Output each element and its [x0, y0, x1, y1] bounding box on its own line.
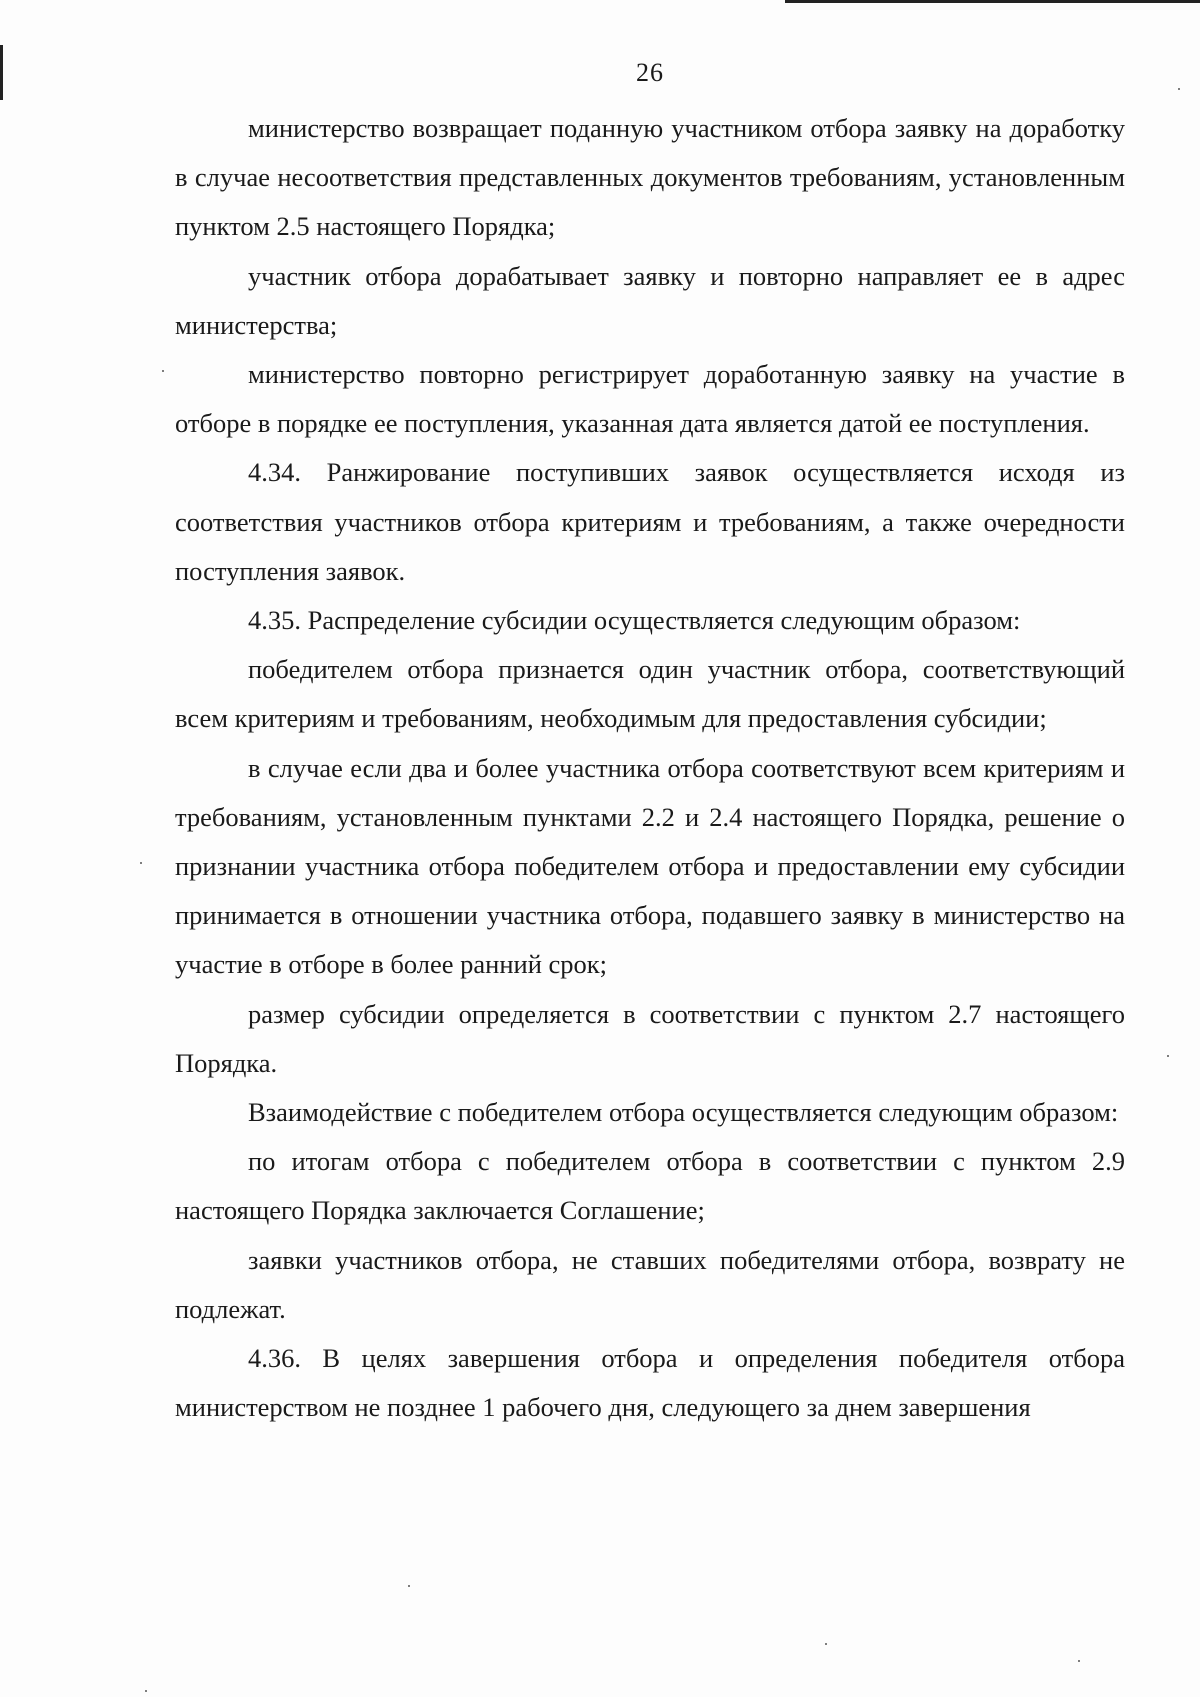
page-number: 26 — [636, 58, 664, 87]
scan-speck — [408, 1585, 410, 1587]
paragraph-4-34: 4.34. Ранжирование поступивших заявок осуществляется исходя из соответствия участников отбора критериям и требованиям, а также очередности поступления заявок. — [175, 457, 1125, 586]
scan-speck — [1178, 88, 1180, 90]
scan-speck — [1167, 1055, 1169, 1057]
paragraph: размер субсидии определяется в соответствии с пунктом 2.7 настоящего Порядка. — [175, 998, 1125, 1078]
paragraph: по итогам отбора с победителем отбора в соответствии с пунктом 2.9 настоящего Порядка заключается Соглашение; — [175, 1146, 1125, 1226]
paragraph-4-35: 4.35. Распределение субсидии осуществляется следующим образом: — [248, 605, 1021, 636]
paragraph: победителем отбора признается один участник отбора, соответствующий всем критериям и требованиям, необходимым для предоставления субсидии; — [175, 654, 1125, 734]
paragraph: Взаимодействие с победителем отбора осуществляется следующим образом: — [248, 1097, 1119, 1128]
paragraph: в случае если два и более участника отбора соответствуют всем критериям и требованиям, установленным пунктами 2.2 и 2.4 настоящего Порядка, решение о признании участника отбора победителем отбора и предоставлении ему субсидии принимается в отношении участника отбора, подавшего заявку в министерство на участие в отборе в более ранний срок; — [175, 752, 1125, 980]
scan-speck — [140, 862, 142, 864]
paragraph: участник отбора дорабатывает заявку и повторно направляет ее в адрес министерства; — [175, 260, 1125, 340]
scan-speck — [825, 1643, 827, 1645]
document-body — [175, 104, 1125, 1432]
paragraph-4-36: 4.36. В целях завершения отбора и определения победителя отбора министерством не позднее 1 рабочего дня, следующего за днем завершения — [175, 1343, 1125, 1423]
top-edge-rule — [785, 0, 1200, 3]
paragraph: заявки участников отбора, не ставших победителями отбора, возврату не подлежат. — [175, 1244, 1125, 1324]
paragraph: министерство возвращает поданную участником отбора заявку на доработку в случае несоответствия представленных документов требованиям, установленным пунктом 2.5 настоящего Порядка; — [175, 113, 1125, 242]
scan-speck — [145, 1690, 147, 1692]
scan-speck — [162, 370, 164, 372]
paragraph: министерство повторно регистрирует доработанную заявку на участие в отборе в порядке ее поступления, указанная дата является датой ее поступления. — [175, 359, 1125, 439]
scan-speck — [1078, 1660, 1080, 1662]
